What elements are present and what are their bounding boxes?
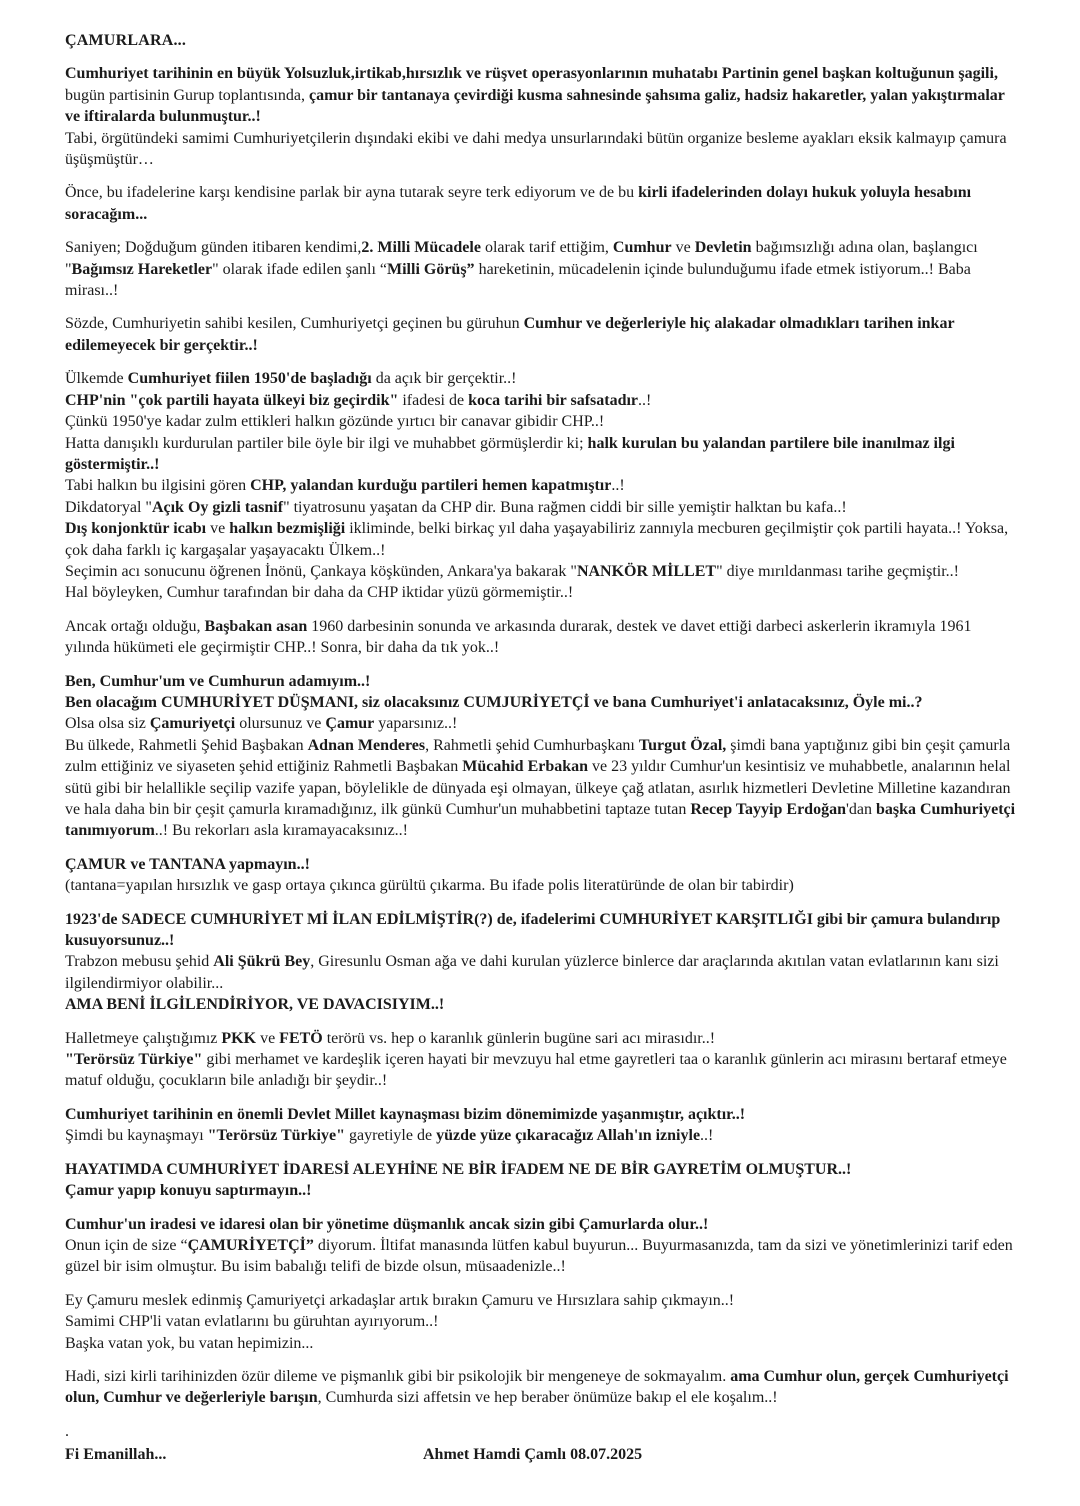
document-footer (65, 1444, 1016, 1465)
bold-text-run: halk kurulan bu yalandan partilere bile inanılmaz ilgi göstermiştir..! (65, 434, 955, 473)
bold-text-run: Cumhuriyet tarihinin en büyük Yolsuzluk,irtikab,hırsızlık ve rüşvet operasyonlarının muhatabı Partinin genel başkan koltuğunun şagili, (65, 65, 998, 83)
text-run: gibi merhamet ve kardeşlik içeren hayati bir mevzuyu hal etme gayretleri taa o karanlık günlerin acı mirasını bertaraf etmeye matuf olduğu, çocukların bile anladığı bir şeydir..! (65, 1051, 1007, 1090)
bold-text-run: Açık Oy gizli tasnif (151, 498, 284, 516)
paragraph (65, 1421, 1016, 1442)
text-run: Onun için de size “ (65, 1236, 188, 1254)
paragraph (65, 909, 1016, 1016)
bold-text-run: Ben olacağım CUMHURİYET DÜŞMANI, siz olacaksınız CUMJURİYETÇİ ve bana Cumhuriyet'i anlatacaksınız, Öyle mi..? (65, 693, 923, 711)
text-run: 'dan (845, 801, 876, 818)
bold-text-run: halkın bezmişliği (229, 520, 346, 538)
text-run: ve (256, 1029, 280, 1047)
text-run: Saniyen; Doğduğum günden itibaren kendimi, (65, 239, 362, 257)
text-run: " diye mırıldanması tarihe geçmiştir..! (716, 562, 959, 580)
text-run: ..! (700, 1127, 714, 1145)
text-run: Bu ülkede, Rahmetli Şehid Başbakan (65, 736, 308, 754)
bold-text-run: Çamuriyetçi (149, 715, 236, 733)
text-run: Samimi CHP'li vatan evlatlarını bu güruhtan ayırıyorum..! (65, 1313, 439, 1331)
text-run: " olarak ifade edilen şanlı “ (212, 260, 387, 278)
paragraph (65, 1159, 1016, 1202)
bold-text-run: NANKÖR MİLLET (576, 562, 717, 580)
text-run: Önce, bu ifadelerine karşı kendisine parlak bir ayna tutarak seyre terk ediyorum ve de bu (65, 184, 639, 202)
paragraph (65, 313, 1016, 356)
text-run: gayretiyle de (344, 1127, 437, 1145)
text-run: . (65, 1422, 69, 1440)
text-run: Olsa olsa siz (65, 715, 150, 733)
text-run: yaparsınız..! (374, 715, 458, 733)
text-run: olursunuz ve (235, 715, 326, 733)
bold-text-run: 2. Milli Mücadele (361, 239, 481, 257)
text-run: ve (671, 239, 695, 257)
text-run: ve 23 yıldır Cumhur'un kesintisiz ve muhabbetle, analarının helal sütü gibi bir helallikle seçilip vazife yapan, böylelikle de dünyada eşi olmayan, ülkeye çağ atlatan, asırlık hizmetleri Devletine Milletine kazandıran ve hala daha bin bir çeşit çamurla kıramadığınız, ilk günkü Cumhur'un muhabbetini taptaze tutan (65, 758, 1011, 818)
bold-text-run: CHP, yalandan kurduğu partileri hemen kapatmıştır (250, 477, 612, 495)
bold-text-run: Cumhur'un iradesi ve idaresi olan bir yönetime düşmanlık ancak sizin gibi Çamurlarda olur..! (65, 1215, 709, 1233)
signature: Fi Emanillah... (65, 1446, 167, 1464)
text-run: Ey Çamuru meslek edinmiş Çamuriyetçi arkadaşlar artık bırakın Çamuru ve Hırsızlara sahip çıkmayın..! (65, 1291, 735, 1309)
bold-text-run: 1923'de SADECE CUMHURİYET Mİ İLAN EDİLMİŞTİR(?) de, ifadelerimi CUMHURİYET KARŞITLIĞI gibi bir çamura bulandırıp kusuyorsunuz..! (65, 910, 1001, 950)
bold-text-run: Adnan Menderes (307, 736, 426, 754)
bold-text-run: "Terörsüz Türkiye" (65, 1051, 203, 1069)
text-run: ..! (638, 391, 652, 409)
bold-text-run: Çamur (325, 715, 375, 733)
text-run: , Giresunlu Osman ağa ve dahi kurulan yüzlerce binlerce dar araçlarında akıtılan vatan evlatlarının kanı sizi ilgilendirmiyor olabilir... (65, 953, 999, 992)
bold-text-run: Başbakan asan (204, 617, 308, 635)
bold-text-run: HAYATIMDA CUMHURİYET İDARESİ ALEYHİNE NE BİR İFADEM NE DE BİR GAYRETİM OLMUŞTUR..! (65, 1160, 852, 1178)
text-run: (tantana=yapılan hırsızlık ve gasp ortaya çıkınca gürültü çıkarma. Bu ifade polis literatüründe de olan bir tabirdir) (65, 877, 794, 895)
bold-text-run: ÇAMUR ve TANTANA yapmayın..! (65, 855, 310, 873)
paragraph (65, 854, 1016, 897)
paragraph (65, 368, 1016, 603)
paragraph (65, 182, 1016, 225)
paragraph (65, 1290, 1016, 1354)
bold-text-run: başka Cumhuriyetçi tanımıyorum (65, 801, 1016, 840)
text-run: " tiyatrosunu yaşatan da CHP dir. Buna rağmen ciddi bir sille yemiştir halktan bu kafa..! (283, 498, 847, 516)
bold-text-run: Milli Görüş” (387, 260, 475, 278)
text-run: Şimdi bu kaynaşmayı (65, 1127, 208, 1145)
text-run: Hadi, sizi kirli tarihinizden özür dileme ve pişmanlık gibi bir psikolojik bir mengeneye de sokmayalım. (65, 1367, 731, 1385)
document-title: ÇAMURLARA... (65, 32, 187, 49)
text-run: ifadesi de (398, 391, 469, 409)
paragraph (65, 1104, 1016, 1147)
paragraph (65, 63, 1016, 170)
paragraph (65, 237, 1016, 301)
text-run: hareketinin, mücadelenin içinde bulunduğumu ifade etmek istiyorum..! Baba mirası..! (65, 260, 971, 300)
bold-text-run: Cumhur ve değerleriyle hiç alakadar olmadıkları tarihen inkar edilemeyecek bir gerçektir..! (65, 315, 955, 354)
text-run: terörü vs. hep o karanlık günlerin bugüne sari acı mirasıdır..! (322, 1029, 716, 1047)
bold-text-run: yüzde yüze çıkaracağız Allah'ın izniyle (436, 1127, 701, 1145)
text-run: 1960 darbesinin sonunda ve arkasında durarak, destek ve davet ettiği darbeci askerlerin ikramıyla 1961 yılında hükümeti ele geçirmiştir CHP..! Sonra, bir daha da tık yok..! (65, 617, 972, 657)
text-run: ..! Bu rekorları asla kıramayacaksınız..! (154, 822, 409, 840)
paragraph (65, 671, 1016, 842)
bold-text-run: koca tarihi bir safsatadır (468, 391, 639, 409)
bold-text-run: Dış konjonktür icabı (65, 520, 207, 538)
text-run: Sözde, Cumhuriyetin sahibi kesilen, Cumhuriyetçi geçinen bu güruhun (65, 315, 524, 333)
text-run: Tabi, örgütündeki samimi Cumhuriyetçilerin dışındaki ekibi ve dahi medya unsurlarındaki bütün organize besleme ayakları eksik kalmayıp çamura üşüşmüştür… (65, 129, 1007, 169)
text-run: Ülkemde (65, 370, 128, 388)
bold-text-run: AMA BENİ İLGİLENDİRİYOR, VE DAVACISIYIM..! (65, 996, 445, 1014)
document-body (65, 63, 1016, 1442)
text-run: Hal böyleyken, Cumhur tarafından bir daha da CHP iktidar yüzü görmemiştir..! (65, 584, 574, 602)
author-date: Ahmet Hamdi Çamlı 08.07.2025 (423, 1446, 643, 1464)
bold-text-run: kirli ifadelerinden dolayı hukuk yoluyla hesabını soracağım... (65, 184, 972, 223)
bold-text-run: Recep Tayyip Erdoğan (690, 801, 846, 818)
text-run: Dikdatoryal " (65, 498, 152, 516)
text-run: Tabi halkın bu ilgisini gören (65, 477, 251, 495)
text-run: bağımsızlığı adına olan, başlangıcı " (65, 239, 978, 278)
paragraph (65, 1028, 1016, 1092)
text-run: bugün partisinin Gurup toplantısında, (65, 86, 309, 104)
text-run: ..! (611, 477, 625, 495)
bold-text-run: Devletin (694, 239, 752, 257)
text-run: , Rahmetli şehid Cumhurbaşkanı (425, 736, 639, 754)
bold-text-run: FETÖ (279, 1029, 323, 1047)
bold-text-run: PKK (221, 1029, 257, 1047)
bold-text-run: Mücahid Erbakan (462, 758, 589, 776)
bold-text-run: çamur bir tantanaya çevirdiği kusma sahnesinde şahsıma galiz, hadsiz hakaretler, yalan yakıştırmalar ve iftiralarda bulunmuştur..! (65, 86, 1005, 126)
paragraph (65, 616, 1016, 659)
bold-text-run: Bağımsız Hareketler (71, 260, 213, 278)
text-run: şimdi bana yaptığınız gibi bin çeşit çamurla zulm ettiğiniz ve siyaseten şehid ettiğiniz Rahmetli Başbakan (65, 736, 1011, 776)
text-run: ikliminde, belki birkaç yıl daha yaşayabiliriz zannıyla mecburen geçilmiştir çok partili hayata..! Yoksa, çok daha farklı iç kargaşalar yaşayacaktı Ülkem..! (65, 520, 1009, 559)
bold-text-run: CHP'nin "çok partili hayata ülkeyi biz geçirdik" (65, 391, 399, 409)
bold-text-run: Cumhuriyet fiilen 1950'de başladığı (127, 370, 372, 388)
bold-text-run: Çamur yapıp konuyu saptırmayın..! (65, 1182, 312, 1200)
text-run: Hatta danışıklı kurdurulan partiler bile öyle bir ilgi ve muhabbet görmüşlerdir ki; (65, 434, 588, 452)
text-run: Halletmeye çalıştığımız (65, 1029, 222, 1047)
text-run: Çünkü 1950'ye kadar zulm ettikleri halkın gözünde yırtıcı bir canavar gibidir CHP..! (65, 413, 605, 431)
text-run: , Cumhurda sizi affetsin ve hep beraber önümüze bakıp el ele koşalım..! (317, 1389, 778, 1407)
bold-text-run: ama Cumhur olun, gerçek Cumhuriyetçi olun, Cumhur ve değerleriyle barışın (65, 1367, 1009, 1407)
bold-text-run: Cumhuriyet tarihinin en önemli Devlet Millet kaynaşması bizim dönemimizde yaşanmıştır, açıktır..! (65, 1105, 746, 1123)
text-run: Seçimin acı sonucunu öğrenen İnönü, Çankaya köşkünden, Ankara'ya bakarak " (65, 562, 577, 580)
bold-text-run: Ali Şükrü Bey (213, 953, 311, 971)
bold-text-run: Cumhur (612, 239, 672, 257)
bold-text-run: "Terörsüz Türkiye" (207, 1127, 345, 1145)
text-run: olarak tarif ettiğim, (480, 239, 613, 257)
paragraph (65, 1366, 1016, 1409)
paragraph (65, 1214, 1016, 1278)
text-run: Başka vatan yok, bu vatan hepimizin... (65, 1334, 314, 1352)
bold-text-run: Turgut Özal, (638, 736, 727, 754)
text-run: Trabzon mebusu şehid (65, 953, 214, 971)
text-run: diyorum. İltifat manasında lütfen kabul buyurun... Buyurmasanızda, tam da sizi ve yönetimlerinizi tarif eden güzel bir isim olmuştur. Bu isim babalığı telifi de bizde olsun, müsaadenizle..! (65, 1236, 1013, 1276)
text-run: Ancak ortağı olduğu, (65, 617, 205, 635)
text-run: da açık bir gerçektir..! (371, 370, 517, 388)
text-run: ve (206, 520, 230, 538)
bold-text-run: Ben, Cumhur'um ve Cumhurun adamıyım..! (65, 672, 371, 690)
bold-text-run: ÇAMURİYETÇİ” (187, 1236, 314, 1254)
